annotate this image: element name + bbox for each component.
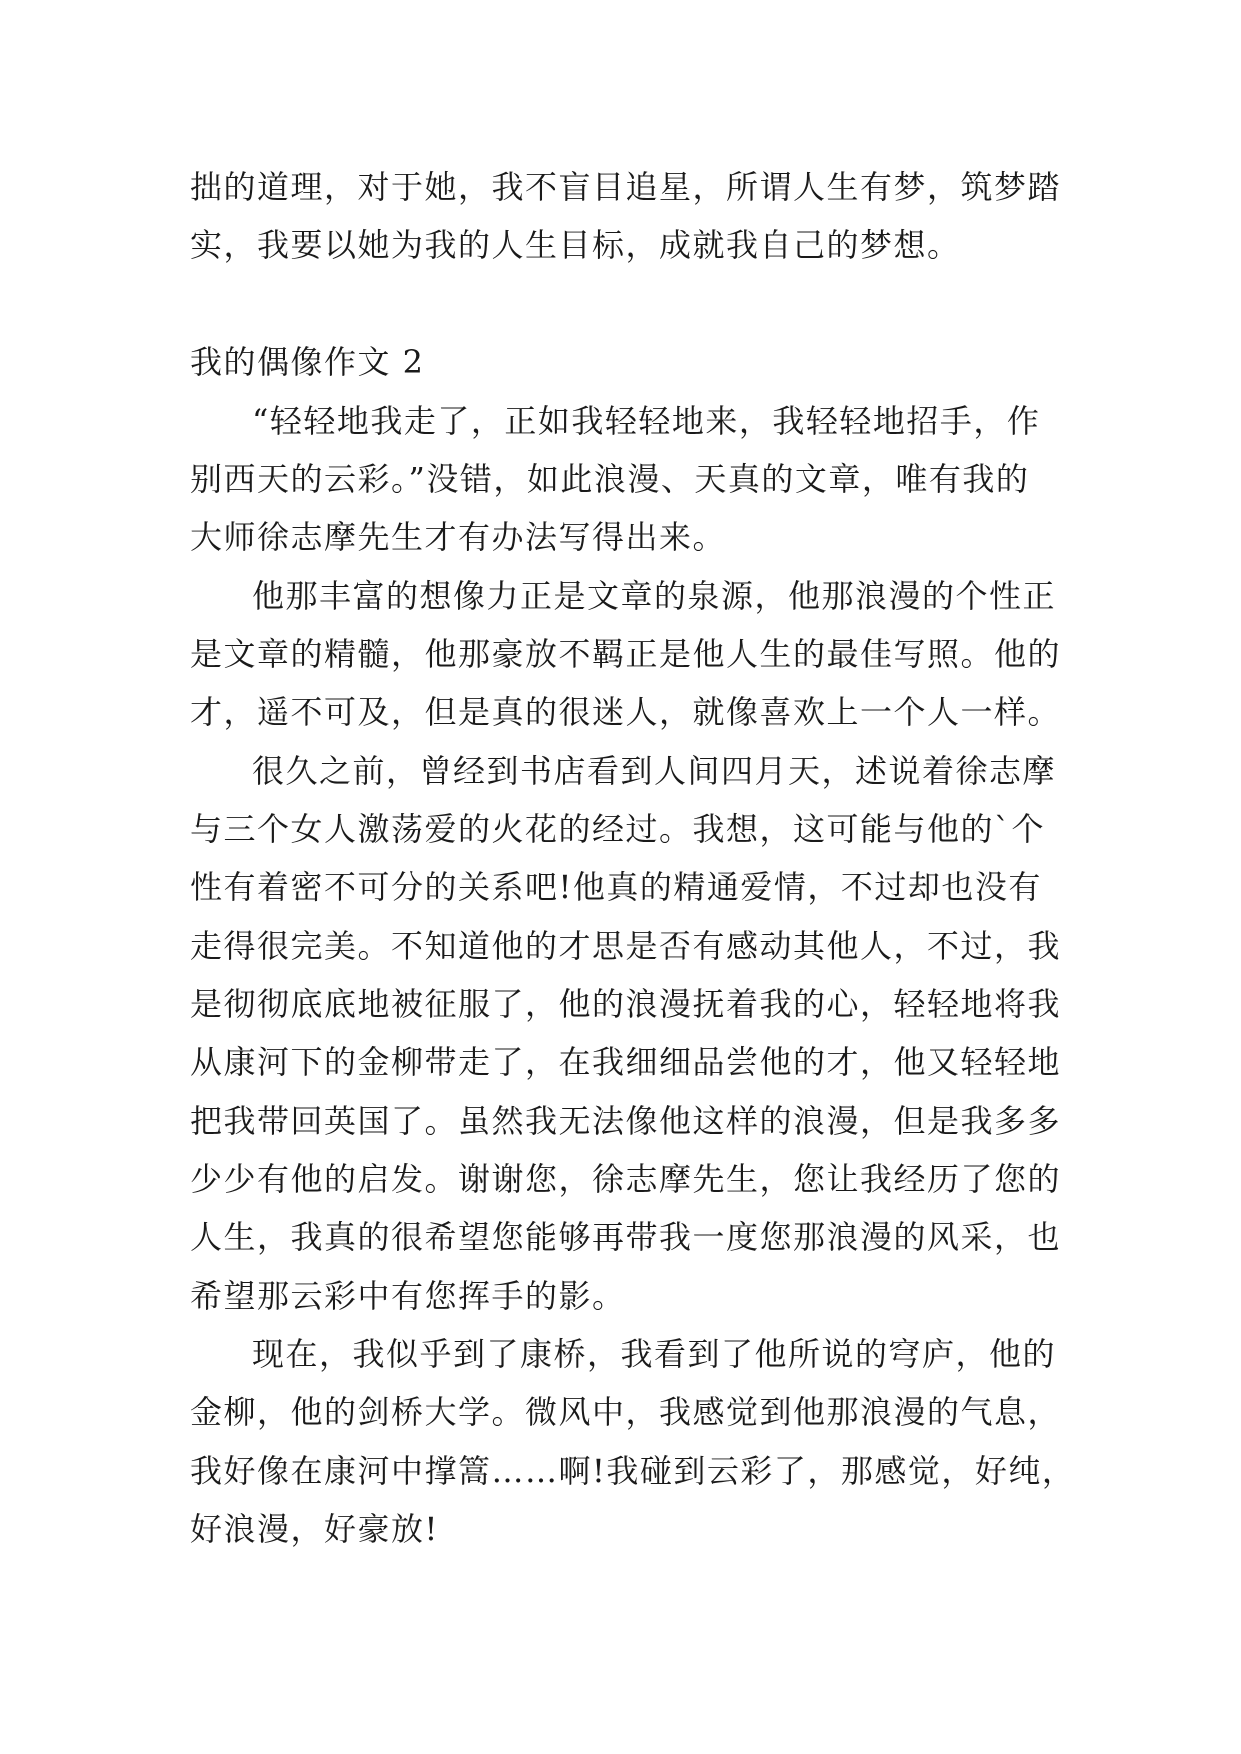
body-text-line: 好浪漫，好豪放! [190,1510,439,1548]
section-heading: 我的偶像作文 2 [190,343,425,381]
body-text-line: 金柳，他的剑桥大学。微风中，我感觉到他那浪漫的气息， [190,1393,1062,1431]
body-text-line: 与三个女人激荡爱的火花的经过。我想，这可能与他的`个 [190,810,1046,848]
body-text-line: 才，遥不可及，但是真的很迷人，就像喜欢上一个人一样。 [190,693,1062,731]
body-text-line: 从康河下的金柳带走了，在我细细品尝他的才，他又轻轻地 [190,1043,1062,1081]
body-text-line: 希望那云彩中有您挥手的影。 [190,1277,626,1315]
body-text-line: 现在，我似乎到了康桥，我看到了他所说的穹庐，他的 [252,1335,1057,1373]
body-text-line: 别西天的云彩。”没错，如此浪漫、天真的文章，唯有我的 [190,460,1030,498]
body-text-line: 走得很完美。不知道他的才思是否有感动其他人，不过，我 [190,927,1062,965]
body-text-line: “轻轻地我走了，正如我轻轻地来，我轻轻地招手，作 [252,402,1041,440]
body-text-line: 我好像在康河中撑篙……啊!我碰到云彩了，那感觉，好纯， [190,1452,1076,1490]
body-text-line: 是文章的精髓，他那豪放不羁正是他人生的最佳写照。他的 [190,635,1062,673]
body-text-line: 他那丰富的想像力正是文章的泉源，他那浪漫的个性正 [252,577,1057,615]
body-text-line: 拙的道理，对于她，我不盲目追星，所谓人生有梦，筑梦踏 [190,168,1062,206]
body-text-line: 大师徐志摩先生才有办法写得出来。 [190,518,727,556]
body-text-line: 实，我要以她为我的人生目标，成就我自己的梦想。 [190,226,961,264]
body-text-line: 把我带回英国了。虽然我无法像他这样的浪漫，但是我多多 [190,1102,1062,1140]
body-text-line: 很久之前，曾经到书店看到人间四月天，述说着徐志摩 [252,752,1057,790]
body-text-line: 性有着密不可分的关系吧!他真的精通爱情，不过却也没有 [190,868,1042,906]
body-text-line: 是彻彻底底地被征服了，他的浪漫抚着我的心，轻轻地将我 [190,985,1062,1023]
body-text-line: 人生，我真的很希望您能够再带我一度您那浪漫的风采，也 [190,1218,1062,1256]
body-text-line: 少少有他的启发。谢谢您，徐志摩先生，您让我经历了您的 [190,1160,1062,1198]
